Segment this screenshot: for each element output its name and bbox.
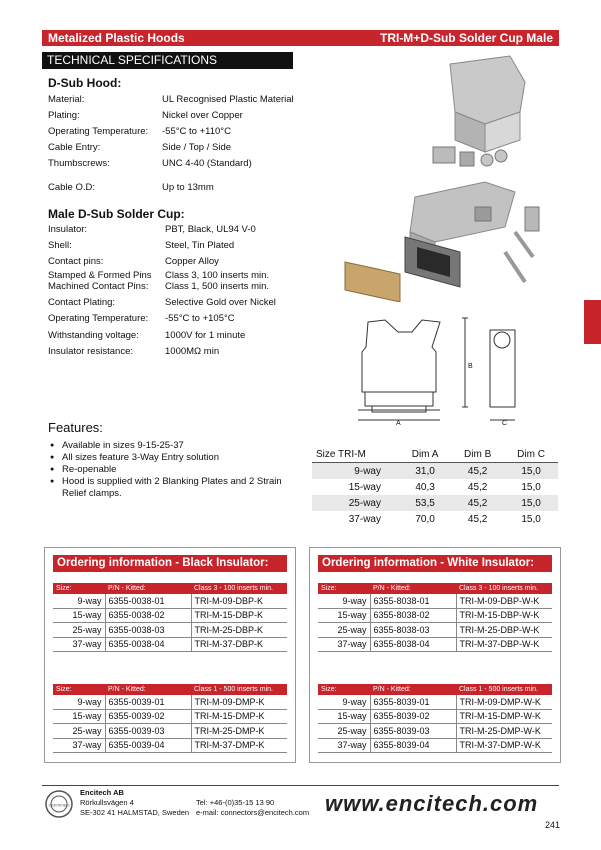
- order-row: [53, 738, 287, 753]
- order-header-row: [53, 583, 287, 594]
- features-title: Features:: [48, 420, 103, 435]
- bullet-icon: ●: [50, 442, 55, 449]
- website-logo[interactable]: www.encitech.com: [325, 791, 539, 816]
- dim-cell: 15,0: [521, 513, 541, 525]
- order-header-cell: Size:: [53, 684, 105, 695]
- dim-row: [312, 479, 558, 495]
- order-cell: 15-way: [53, 709, 105, 724]
- hood-key: Operating Temperature:: [48, 126, 149, 137]
- dim-header-cell: Dim A: [399, 446, 451, 463]
- hood-key: Plating:: [48, 110, 80, 121]
- dim-cell: 37-way: [348, 513, 381, 525]
- dim-cell: 15,0: [521, 481, 541, 493]
- order-cell: 37-way: [318, 637, 370, 652]
- feature-text: All sizes feature 3-Way Entry solution: [62, 452, 219, 463]
- dim-label-b: B: [468, 363, 473, 370]
- dim-cell: 45,2: [467, 513, 488, 525]
- order-cell: 25-way: [53, 724, 105, 739]
- order-cell: 37-way: [318, 738, 370, 753]
- cup-key: Withstanding voltage:: [48, 330, 139, 341]
- dim-label-a: A: [396, 420, 401, 427]
- order-cell: 6355-8039-04: [370, 738, 456, 753]
- order-cell: 6355-0039-02: [105, 709, 191, 724]
- order-cell: 6355-8039-03: [370, 724, 456, 739]
- dim-row: [312, 511, 558, 527]
- dim-cell: 31,0: [399, 463, 451, 480]
- order-cell: 6355-8038-02: [370, 608, 456, 623]
- cup-key: Shell:: [48, 240, 72, 251]
- order-row: [53, 724, 287, 739]
- cup-key: Operating Temperature:: [48, 313, 149, 324]
- ordering-white-title: Ordering information - White Insulator:: [318, 555, 552, 572]
- order-cell: TRI-M-25-DBP-W-K: [456, 623, 552, 638]
- order-row: [318, 709, 552, 724]
- cup-value: PBT, Black, UL94 V-0: [165, 224, 256, 235]
- side-tab-marker: [584, 300, 601, 344]
- order-row: [53, 695, 287, 709]
- feature-text: Re-openable: [62, 464, 117, 475]
- order-header-cell: Class 3 - 100 inserts min.: [191, 583, 287, 594]
- certification-logo-text: CERTIFIED: [48, 802, 70, 808]
- order-cell: 6355-8038-04: [370, 637, 456, 652]
- order-cell: 6355-0038-01: [105, 594, 191, 608]
- footer-street: Rörkullsvägen 4: [80, 798, 134, 807]
- dim-cell: 70,0: [415, 513, 435, 525]
- order-cell: 25-way: [53, 623, 105, 638]
- order-row: [318, 608, 552, 623]
- order-cell: TRI-M-25-DBP-K: [191, 623, 287, 638]
- order-cell: TRI-M-15-DMP-W-K: [456, 709, 552, 724]
- order-row: [53, 709, 287, 724]
- order-header-cell: P/N - Kitted:: [370, 684, 456, 695]
- cup-value: Class 1, 500 inserts min.: [165, 281, 270, 292]
- order-cell: 25-way: [318, 724, 370, 739]
- dim-header-cell: Dim C: [504, 446, 558, 463]
- cup-value: -55°C to +105°C: [165, 313, 235, 324]
- order-row: [53, 623, 287, 638]
- cup-value: 1000V for 1 minute: [165, 330, 246, 341]
- order-cell: 9-way: [53, 594, 105, 608]
- order-cell: 15-way: [53, 608, 105, 623]
- dim-header-cell: Size TRI-M: [312, 446, 399, 463]
- order-row: [318, 695, 552, 709]
- hood-value: Nickel over Copper: [162, 110, 243, 121]
- dim-label-c: C: [502, 420, 508, 427]
- dimension-table: [312, 446, 558, 527]
- order-cell: 9-way: [318, 594, 370, 608]
- cup-key: Stamped & Formed Pins: [48, 270, 152, 281]
- order-row: [318, 637, 552, 652]
- order-cell: TRI-M-15-DBP-K: [191, 608, 287, 623]
- order-cell: 15-way: [318, 608, 370, 623]
- order-header-cell: Class 3 - 100 inserts min.: [456, 583, 552, 594]
- order-cell: 37-way: [53, 637, 105, 652]
- ordering-black-class1-table: [53, 684, 287, 753]
- header-category: Metalized Plastic Hoods: [48, 31, 185, 45]
- footer-city: SE-302 41 HALMSTAD, Sweden: [80, 808, 190, 817]
- order-cell: 6355-0039-03: [105, 724, 191, 739]
- dim-cell: 53,5: [399, 495, 451, 511]
- order-cell: TRI-M-37-DMP-K: [191, 738, 287, 753]
- dim-cell: 40,3: [415, 481, 435, 493]
- order-cell: 6355-0038-04: [105, 637, 191, 652]
- dim-cell: 25-way: [312, 495, 399, 511]
- cup-value: Steel, Tin Plated: [165, 240, 235, 251]
- order-cell: 9-way: [53, 695, 105, 709]
- order-cell: 6355-8038-01: [370, 594, 456, 608]
- order-header-cell: Size:: [53, 583, 105, 594]
- bullet-icon: ●: [50, 454, 55, 461]
- tech-spec-bar: TECHNICAL SPECIFICATIONS: [42, 52, 293, 69]
- order-row: [53, 594, 287, 608]
- cup-key: Contact Plating:: [48, 297, 116, 308]
- order-header-cell: P/N - Kitted:: [105, 583, 191, 594]
- order-cell: TRI-M-09-DMP-K: [191, 695, 287, 709]
- order-header-row: [53, 684, 287, 695]
- cup-value: Class 3, 100 inserts min.: [165, 270, 270, 281]
- product-exploded-image: [335, 52, 555, 302]
- hood-value: -55°C to +110°C: [162, 126, 231, 137]
- feature-text: Available in sizes 9-15-25-37: [62, 440, 184, 451]
- order-cell: TRI-M-09-DBP-W-K: [456, 594, 552, 608]
- order-cell: 6355-8038-03: [370, 623, 456, 638]
- footer-email[interactable]: e-mail: connectors@encitech.com: [196, 808, 310, 817]
- order-row: [53, 608, 287, 623]
- cup-title: Male D-Sub Solder Cup:: [48, 207, 185, 221]
- certification-logo: [44, 789, 74, 819]
- hood-value: UL Recognised Plastic Material: [162, 94, 294, 105]
- footer-tel: Tel: +46-(0)35-15 13 90: [196, 798, 275, 807]
- hood-value: UNC 4-40 (Standard): [162, 158, 252, 169]
- footer-company: Encitech AB: [80, 788, 124, 797]
- footer-divider: [42, 785, 559, 786]
- cup-key: Machined Contact Pins:: [48, 281, 149, 292]
- order-cell: TRI-M-25-DMP-W-K: [456, 724, 552, 739]
- order-header-cell: Class 1 - 500 inserts min.: [191, 684, 287, 695]
- order-row: [318, 724, 552, 739]
- order-cell: 37-way: [53, 738, 105, 753]
- order-header-row: [318, 583, 552, 594]
- hood-key: Thumbscrews:: [48, 158, 110, 169]
- hood-value: Side / Top / Side: [162, 142, 232, 153]
- order-cell: TRI-M-37-DBP-K: [191, 637, 287, 652]
- ordering-black-panel: [44, 547, 296, 763]
- order-row: [318, 623, 552, 638]
- order-header-cell: Size:: [318, 583, 370, 594]
- order-cell: TRI-M-09-DBP-K: [191, 594, 287, 608]
- hood-key: Cable O.D:: [48, 182, 95, 193]
- order-cell: TRI-M-37-DBP-W-K: [456, 637, 552, 652]
- order-cell: 6355-0039-04: [105, 738, 191, 753]
- bullet-icon: ●: [50, 466, 55, 473]
- dim-cell: 15,0: [504, 463, 558, 480]
- ordering-black-class3-table: [53, 583, 287, 652]
- feature-text: Hood is supplied with 2 Blanking Plates and 2 Strain Relief clamps.: [62, 476, 282, 499]
- cup-key: Contact pins:: [48, 256, 104, 267]
- page-number: 241: [545, 820, 561, 830]
- header-bar: [42, 30, 559, 46]
- order-row: [53, 637, 287, 652]
- order-cell: TRI-M-37-DMP-W-K: [456, 738, 552, 753]
- order-cell: 6355-8039-01: [370, 695, 456, 709]
- order-cell: 6355-8039-02: [370, 709, 456, 724]
- order-cell: 6355-0039-01: [105, 695, 191, 709]
- order-header-row: [318, 684, 552, 695]
- ordering-white-class1-table: [318, 684, 552, 753]
- cup-value: 1000MΩ min: [165, 346, 220, 357]
- order-header-cell: Size:: [318, 684, 370, 695]
- order-cell: 6355-0038-03: [105, 623, 191, 638]
- order-cell: TRI-M-15-DMP-K: [191, 709, 287, 724]
- header-product: TRI-M+D-Sub Solder Cup Male: [379, 31, 553, 45]
- dim-header-cell: Dim B: [451, 446, 504, 463]
- ordering-white-class3-table: [318, 583, 552, 652]
- cup-value: Copper Alloy: [165, 256, 219, 267]
- order-cell: 9-way: [318, 695, 370, 709]
- order-cell: 15-way: [318, 709, 370, 724]
- cup-key: Insulator:: [48, 224, 88, 235]
- order-header-cell: Class 1 - 500 inserts min.: [456, 684, 552, 695]
- bullet-icon: ●: [50, 478, 55, 485]
- hood-value: Up to 13mm: [162, 182, 214, 193]
- dim-cell: 45,2: [467, 481, 488, 493]
- dim-cell: 15,0: [504, 495, 558, 511]
- order-cell: 25-way: [318, 623, 370, 638]
- dim-row: [312, 463, 558, 480]
- order-row: [318, 594, 552, 608]
- dim-row: [312, 495, 558, 511]
- order-row: [318, 738, 552, 753]
- ordering-white-panel: [309, 547, 561, 763]
- dim-cell: 9-way: [312, 463, 399, 480]
- order-header-cell: P/N - Kitted:: [370, 583, 456, 594]
- hood-key: Cable Entry:: [48, 142, 101, 153]
- hood-title: D-Sub Hood:: [48, 76, 122, 90]
- ordering-black-title: Ordering information - Black Insulator:: [53, 555, 287, 572]
- order-cell: TRI-M-15-DBP-W-K: [456, 608, 552, 623]
- dim-cell: 15-way: [348, 481, 381, 493]
- order-cell: 6355-0038-02: [105, 608, 191, 623]
- order-header-cell: P/N - Kitted:: [105, 684, 191, 695]
- dim-cell: 45,2: [451, 495, 504, 511]
- cup-key: Insulator resistance:: [48, 346, 134, 357]
- hood-key: Material:: [48, 94, 85, 105]
- dim-cell: 45,2: [451, 463, 504, 480]
- order-cell: TRI-M-25-DMP-K: [191, 724, 287, 739]
- order-cell: TRI-M-09-DMP-W-K: [456, 695, 552, 709]
- cup-value: Selective Gold over Nickel: [165, 297, 276, 308]
